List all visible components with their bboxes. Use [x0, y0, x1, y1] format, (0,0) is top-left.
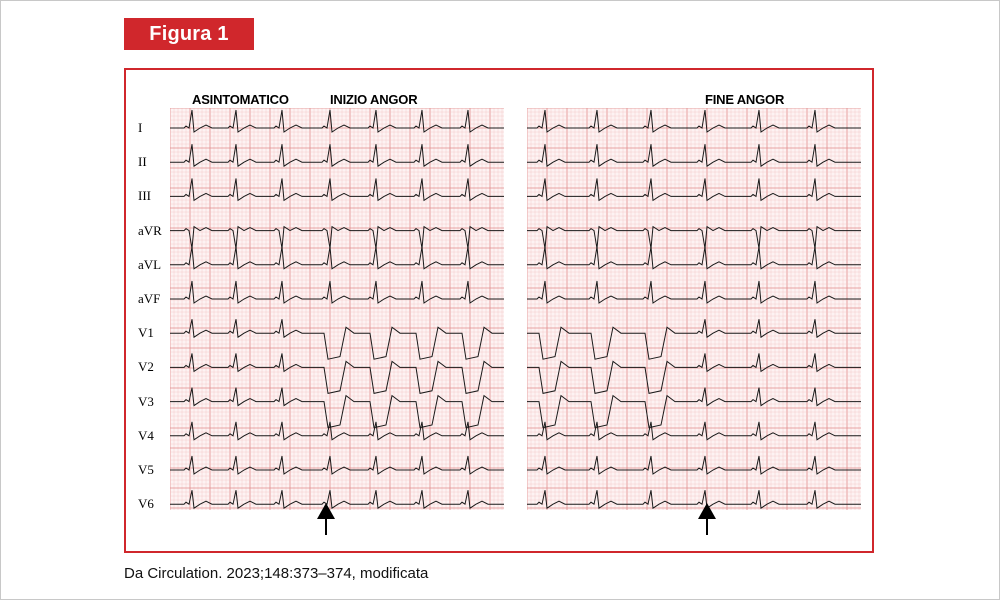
lead-label-v6: V6: [138, 496, 154, 512]
figure-tag: Figura 1: [124, 18, 254, 50]
label-angina-end: FINE ANGOR: [705, 92, 785, 107]
label-angina-start: INIZIO ANGOR: [330, 92, 418, 107]
arrow-up-icon: [316, 503, 336, 535]
ecg-strip-left: [170, 108, 504, 510]
lead-label-iii: III: [138, 188, 151, 204]
label-asymptomatic: ASINTOMATICO: [192, 92, 289, 107]
lead-label-avr: aVR: [138, 222, 162, 238]
lead-label-v3: V3: [138, 393, 154, 409]
lead-label-avl: aVL: [138, 256, 162, 272]
lead-label-avf: aVF: [138, 291, 161, 306]
lead-label-v4: V4: [138, 427, 154, 443]
ecg-panel-right: [527, 108, 861, 510]
figure-caption: Da Circulation. 2023;148:373–374, modificata: [124, 565, 429, 582]
lead-label-ii: II: [138, 154, 147, 170]
ecg-strip-right: [527, 108, 861, 510]
arrow-up-icon: [697, 503, 717, 535]
lead-label-i: I: [138, 120, 143, 135]
lead-label-v2: V2: [138, 359, 154, 375]
lead-label-v1: V1: [138, 325, 154, 341]
ecg-panel-left: [170, 108, 504, 510]
lead-label-v5: V5: [138, 462, 154, 477]
